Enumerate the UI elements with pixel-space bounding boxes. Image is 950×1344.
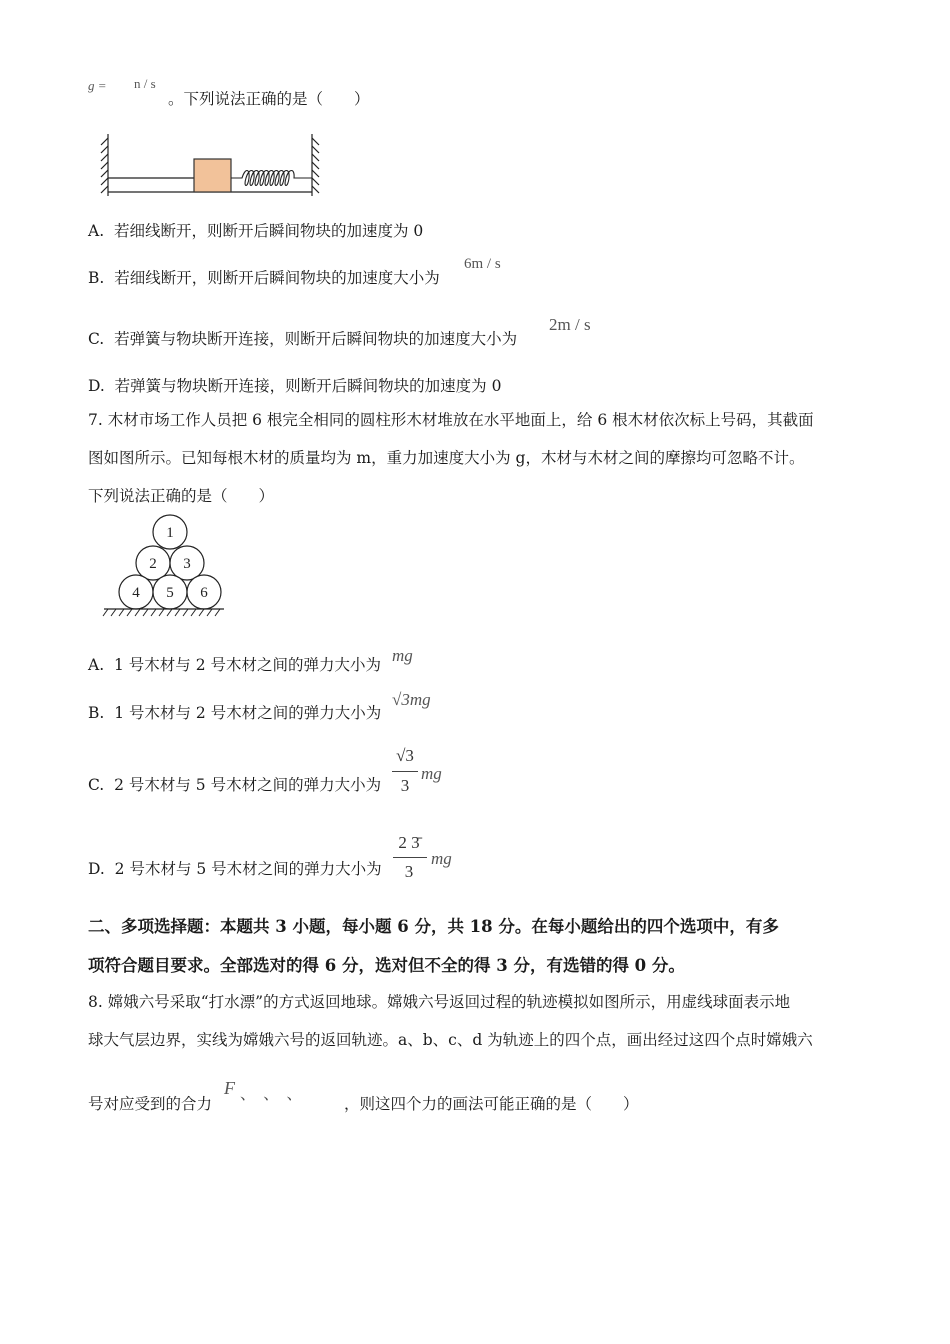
q8-line-3: 号对应受到的合力 xyxy=(88,1095,213,1113)
q7-line-1: 7. 木材市场工作人员把 6 根完全相同的圆柱形木材堆放在水平地面上，给 6 根木材依次标上号码，其截面 xyxy=(88,411,814,429)
section-2-heading-line-1: 二、多项选择题：本题共 3 小题，每小题 6 分，共 18 分。在每小题给出的四个选项中，有多 xyxy=(88,917,779,936)
q8-line-3-post: ，则这四个力的画法可能正确的是（ ） xyxy=(344,1095,639,1113)
spring xyxy=(231,171,312,186)
spring-block-figure xyxy=(98,134,324,202)
log-label-6: 6 xyxy=(200,585,208,601)
q7-option-d-fraction-bar xyxy=(393,857,427,858)
q7-option-d-tail: mg xyxy=(431,849,452,868)
log-label-2: 2 xyxy=(149,556,157,572)
q7-option-b-value: √3mg xyxy=(392,690,431,709)
q7-line-3: 下列说法正确的是（ ） xyxy=(88,487,275,505)
q7-option-d-denominator: 3 xyxy=(404,862,414,881)
q7-option-a[interactable]: A. 1 号木材与 2 号木材之间的弹力大小为 xyxy=(88,656,381,674)
g-label: g = xyxy=(88,78,107,93)
log-label-5: 5 xyxy=(166,585,174,601)
q8-force-symbol: F xyxy=(224,1078,235,1098)
log-label-1: 1 xyxy=(166,525,174,541)
block xyxy=(194,159,231,192)
q8-force-separators: 、 、 、 xyxy=(240,1085,303,1103)
q8-line-1: 8. 嫦娥六号采取“打水漂”的方式返回地球。嫦娥六号返回过程的轨迹模拟如图所示，用虚线球面表示地 xyxy=(88,993,791,1011)
q6-option-c-value: 2m / s xyxy=(549,315,591,334)
g-unit: n / s xyxy=(134,76,156,91)
q7-option-c-fraction-bar xyxy=(392,771,418,772)
q8-line-2: 球大气层边界，实线为嫦娥六号的返回轨迹。a、b、c、d 为轨迹上的四个点，画出经过这四个点时嫦娥六 xyxy=(88,1031,813,1049)
log-label-3: 3 xyxy=(183,556,191,572)
right-wall xyxy=(312,134,319,196)
q7-option-d[interactable]: D. 2 号木材与 5 号木材之间的弹力大小为 xyxy=(88,860,382,878)
q7-option-c-numerator: √3 xyxy=(396,746,414,765)
q7-option-d-numerator: 2 3̄ xyxy=(398,833,420,852)
ground-hatch xyxy=(103,609,220,616)
q6-option-b[interactable]: B. 若细线断开，则断开后瞬间物块的加速度大小为 xyxy=(88,269,440,287)
stacked-logs-figure xyxy=(100,514,228,618)
q7-line-2: 图如图所示。已知每根木材的质量均为 m，重力加速度大小为 g，木材与木材之间的摩擦均可忽略不计。 xyxy=(88,449,805,467)
q6-option-c[interactable]: C. 若弹簧与物块断开连接，则断开后瞬间物块的加速度大小为 xyxy=(88,330,518,348)
q7-option-a-value: mg xyxy=(392,646,413,665)
q6-option-d[interactable]: D. 若弹簧与物块断开连接，则断开后瞬间物块的加速度为 0 xyxy=(88,377,502,395)
left-wall xyxy=(101,134,108,196)
section-2-heading-line-2: 项符合题目要求。全部选对的得 6 分，选对但不全的得 3 分，有选错的得 0 分。 xyxy=(88,956,685,975)
q7-option-c-denominator: 3 xyxy=(400,776,410,795)
q7-option-c[interactable]: C. 2 号木材与 5 号木材之间的弹力大小为 xyxy=(88,776,382,794)
q7-option-b[interactable]: B. 1 号木材与 2 号木材之间的弹力大小为 xyxy=(88,704,382,722)
q6-option-a[interactable]: A. 若细线断开，则断开后瞬间物块的加速度为 0 xyxy=(88,222,424,240)
q6-prompt: 。下列说法正确的是（ ） xyxy=(168,90,370,108)
log-label-4: 4 xyxy=(132,585,140,601)
q6-option-b-value: 6m / s xyxy=(464,256,501,272)
q7-option-c-tail: mg xyxy=(421,764,442,783)
q6-header xyxy=(88,76,488,110)
